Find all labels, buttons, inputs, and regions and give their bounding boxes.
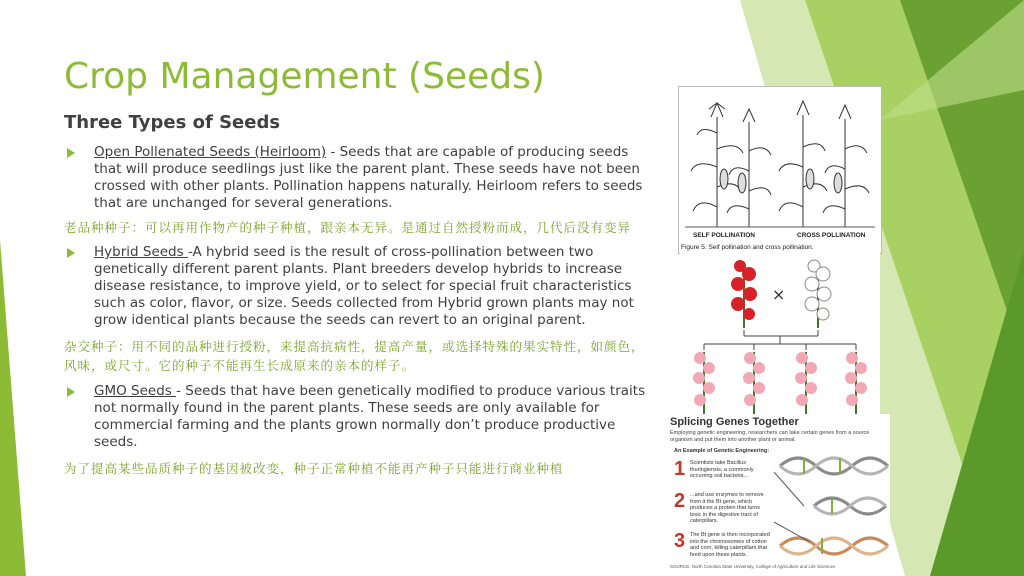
bullet-gmo [64, 383, 656, 451]
corn-plant-left [691, 103, 743, 227]
chinese-note-hybrid: 杂交种子：用不同的品种进行授粉，来提高抗病性，提高产量，或选择特殊的果实特性，如颜色，风味，或尺寸。它的种子不能再生长成原来的亲本的样子。 [64, 339, 645, 373]
splicing-intro: Employing genetic engineering, researchers can take certain genes from a source organism and put them into another plant or animal. [670, 430, 870, 443]
dna-helix-bottom [780, 538, 888, 554]
dna-helix-top [780, 458, 888, 474]
dna-arrows [774, 472, 810, 542]
corn-plant-left-2 [727, 109, 771, 227]
slide-subtitle: Three Types of Seeds [64, 112, 281, 133]
chinese-note-gmo: 为了提高某些品质种子的基因被改变，种子正常种植不能再产种子只能进行商业种植 [64, 461, 564, 476]
step-number: 2 [674, 490, 686, 512]
step-number: 1 [674, 458, 686, 480]
corn-plant-right [779, 101, 827, 227]
dna-helix-middle [814, 498, 886, 514]
cross-pollination-label: CROSS POLLINATION [797, 232, 866, 239]
offspring-flower [845, 352, 867, 418]
splicing-title: Splicing Genes Together [670, 416, 799, 428]
offspring-flower [743, 352, 765, 418]
splicing-genes-figure [668, 414, 890, 574]
bullet-body: -A hybrid seed is the result of cross-pollination between two genetically different parent plants. Plant breeders develop hybrids to increase disease resistance, to improve yield, or to select for special fruit characteristics such as color, flavor, or size. Seeds collected from Hybrid grown plants may not grow identical plants because the seeds can revert to an original parent. [94, 244, 634, 328]
hybrid-cross-figure [680, 252, 880, 422]
cross-connector-lines [704, 330, 856, 350]
cross-symbol: × [772, 285, 786, 304]
corn-plant-right-2 [823, 105, 869, 227]
bullet-arrow-icon [67, 148, 75, 158]
left-green-sliver [0, 240, 26, 576]
step-number: 3 [674, 530, 686, 552]
pollination-caption: Figure 5. Self pollination and cross pollination. [681, 244, 814, 251]
offspring-flower [693, 352, 715, 418]
white-parent-flower [805, 260, 831, 328]
pollination-illustration [679, 87, 881, 253]
splicing-source: SOURCE: North Carolina State University, College of Agriculture and Life Sciences [670, 564, 836, 569]
splicing-example-heading: An Example of Genetic Engineering: [674, 448, 770, 454]
bullet-arrow-icon [67, 387, 75, 397]
chinese-note-heirloom: 老品种种子：可以再用作物产的种子种植，跟亲本无异。是通过自然授粉而成，几代后没有变异 [64, 220, 632, 235]
dna-helix-illustration [774, 448, 890, 564]
slide-title: Crop Management (Seeds) [64, 56, 545, 97]
bullet-term: GMO Seeds [94, 383, 177, 399]
bullet-open-pollinated [64, 144, 656, 212]
step-text: ...and use enzymes to remove from it the Bt gene, which produces a protein that turns toxic in the digestive tract of caterpillars. [690, 492, 764, 524]
pollination-figure [678, 86, 882, 254]
step-text: Scientists take Bacillus thuringiensis, a commonly occurring soil bacteria... [690, 460, 754, 479]
bullet-term: Open Pollenated Seeds (Heirloom) [94, 144, 327, 160]
bullet-body: - Seeds that have been genetically modified to produce various traits not normally found in the parent plants. These seeds are only available for commercial farming and the plants grown normally don’t produce productive seeds. [94, 383, 646, 450]
bullet-arrow-icon [67, 248, 75, 258]
red-parent-flower [731, 260, 757, 328]
bullet-hybrid [64, 244, 656, 329]
step-text: The Bt gene is then incorporated into the chromosomes of cotton and corn, killing caterpillars that feed upon these plants. [690, 532, 770, 558]
bullet-term: Hybrid Seeds [94, 244, 188, 260]
self-pollination-label: SELF POLLINATION [693, 232, 755, 239]
offspring-flower [795, 352, 817, 418]
pink-offspring-flowers [693, 352, 867, 418]
bullet-body: - Seeds that are capable of producing seeds that will produce seedlings just like the parent plant. These seeds have not been crossed with other plants. Pollination happens naturally. Heirloom refers to seeds that are unchanged for several generations. [94, 144, 643, 211]
slide-content [64, 144, 656, 478]
hybrid-cross-illustration [680, 252, 880, 422]
